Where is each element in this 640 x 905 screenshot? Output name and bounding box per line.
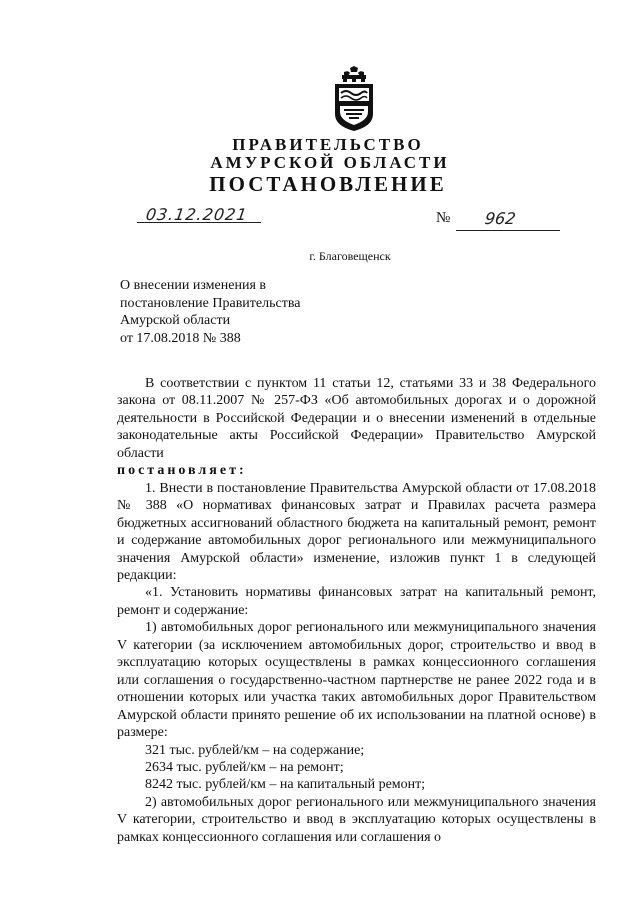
- subitem-2-paragraph: 2) автомобильных дорог регионального или межмуниципального значения V категории, строительство и ввод в эксплуатацию которых осуществлены в рамках концессионного соглашения или соглашения о: [117, 794, 596, 845]
- preamble-paragraph: В соответствии с пунктом 11 статьи 12, статьями 33 и 38 Федерального закона от 08.11.2007 № 257-ФЗ «Об автомобильных дорогах и о дорожной деятельности в Российской Федерации и о внесении изменений в отдельные законодательные акты Российской Федерации» Правительство Амурской области: [117, 376, 596, 461]
- resolves-word: постановляет:: [117, 463, 247, 479]
- subitem-1-paragraph: 1) автомобильных дорог регионального или межмуниципального значения V категории (за исключением автомобильных дорог, строительство и ввод в эксплуатацию которых осуществлены в рамках концессионного соглашения или соглашения о государственно-частном партнерстве не ранее 2022 года и в отношении которых или участка таких автомобильных дорог Правительством Амурской области принято решение об их использовании на платной основе) в размере:: [117, 620, 596, 741]
- subject-line: О внесении изменения в: [120, 278, 266, 293]
- value-line: 8242 тыс. рублей/км – на капитальный ремонт;: [145, 777, 426, 793]
- document-subject: [120, 277, 300, 347]
- subject-line: от 17.08.2018 № 388: [120, 330, 241, 346]
- document-number: 962: [483, 209, 517, 228]
- number-underline: [456, 230, 560, 231]
- document-body: [117, 375, 596, 846]
- value-line: 321 тыс. рублей/км – на содержание;: [145, 742, 365, 758]
- subject-line: постановление Правительства: [120, 295, 301, 311]
- coat-of-arms-icon: [330, 66, 378, 132]
- subject-line: Амурской области: [120, 313, 231, 328]
- document-date: 03.12.2021: [144, 205, 249, 224]
- item-1-paragraph: 1. Внести в постановление Правительства Амурской области от 17.08.2018 № 388 «О нормативах финансовых затрат и Правилах расчета размера бюджетных ассигнований областного бюджета на капитальный ремонт, ремонт и содержание автомобильных дорог регионального или межмуниципального значения Амурской области» изменение, изложив пункт 1 в следующей редакции:: [117, 480, 596, 583]
- government-name-line1: ПРАВИТЕЛЬСТВО: [232, 135, 424, 154]
- document-type-title: ПОСТАНОВЛЕНИЕ: [209, 172, 447, 196]
- city-name: г. Благовещенск: [309, 249, 391, 263]
- quote-paragraph: «1. Установить нормативы финансовых затрат на капитальный ремонт, ремонт и содержание:: [117, 585, 596, 618]
- number-sign: №: [436, 210, 451, 226]
- government-name-line2: АМУРСКОЙ ОБЛАСТИ: [210, 153, 450, 172]
- value-line: 2634 тыс. рублей/км – на ремонт;: [145, 759, 344, 775]
